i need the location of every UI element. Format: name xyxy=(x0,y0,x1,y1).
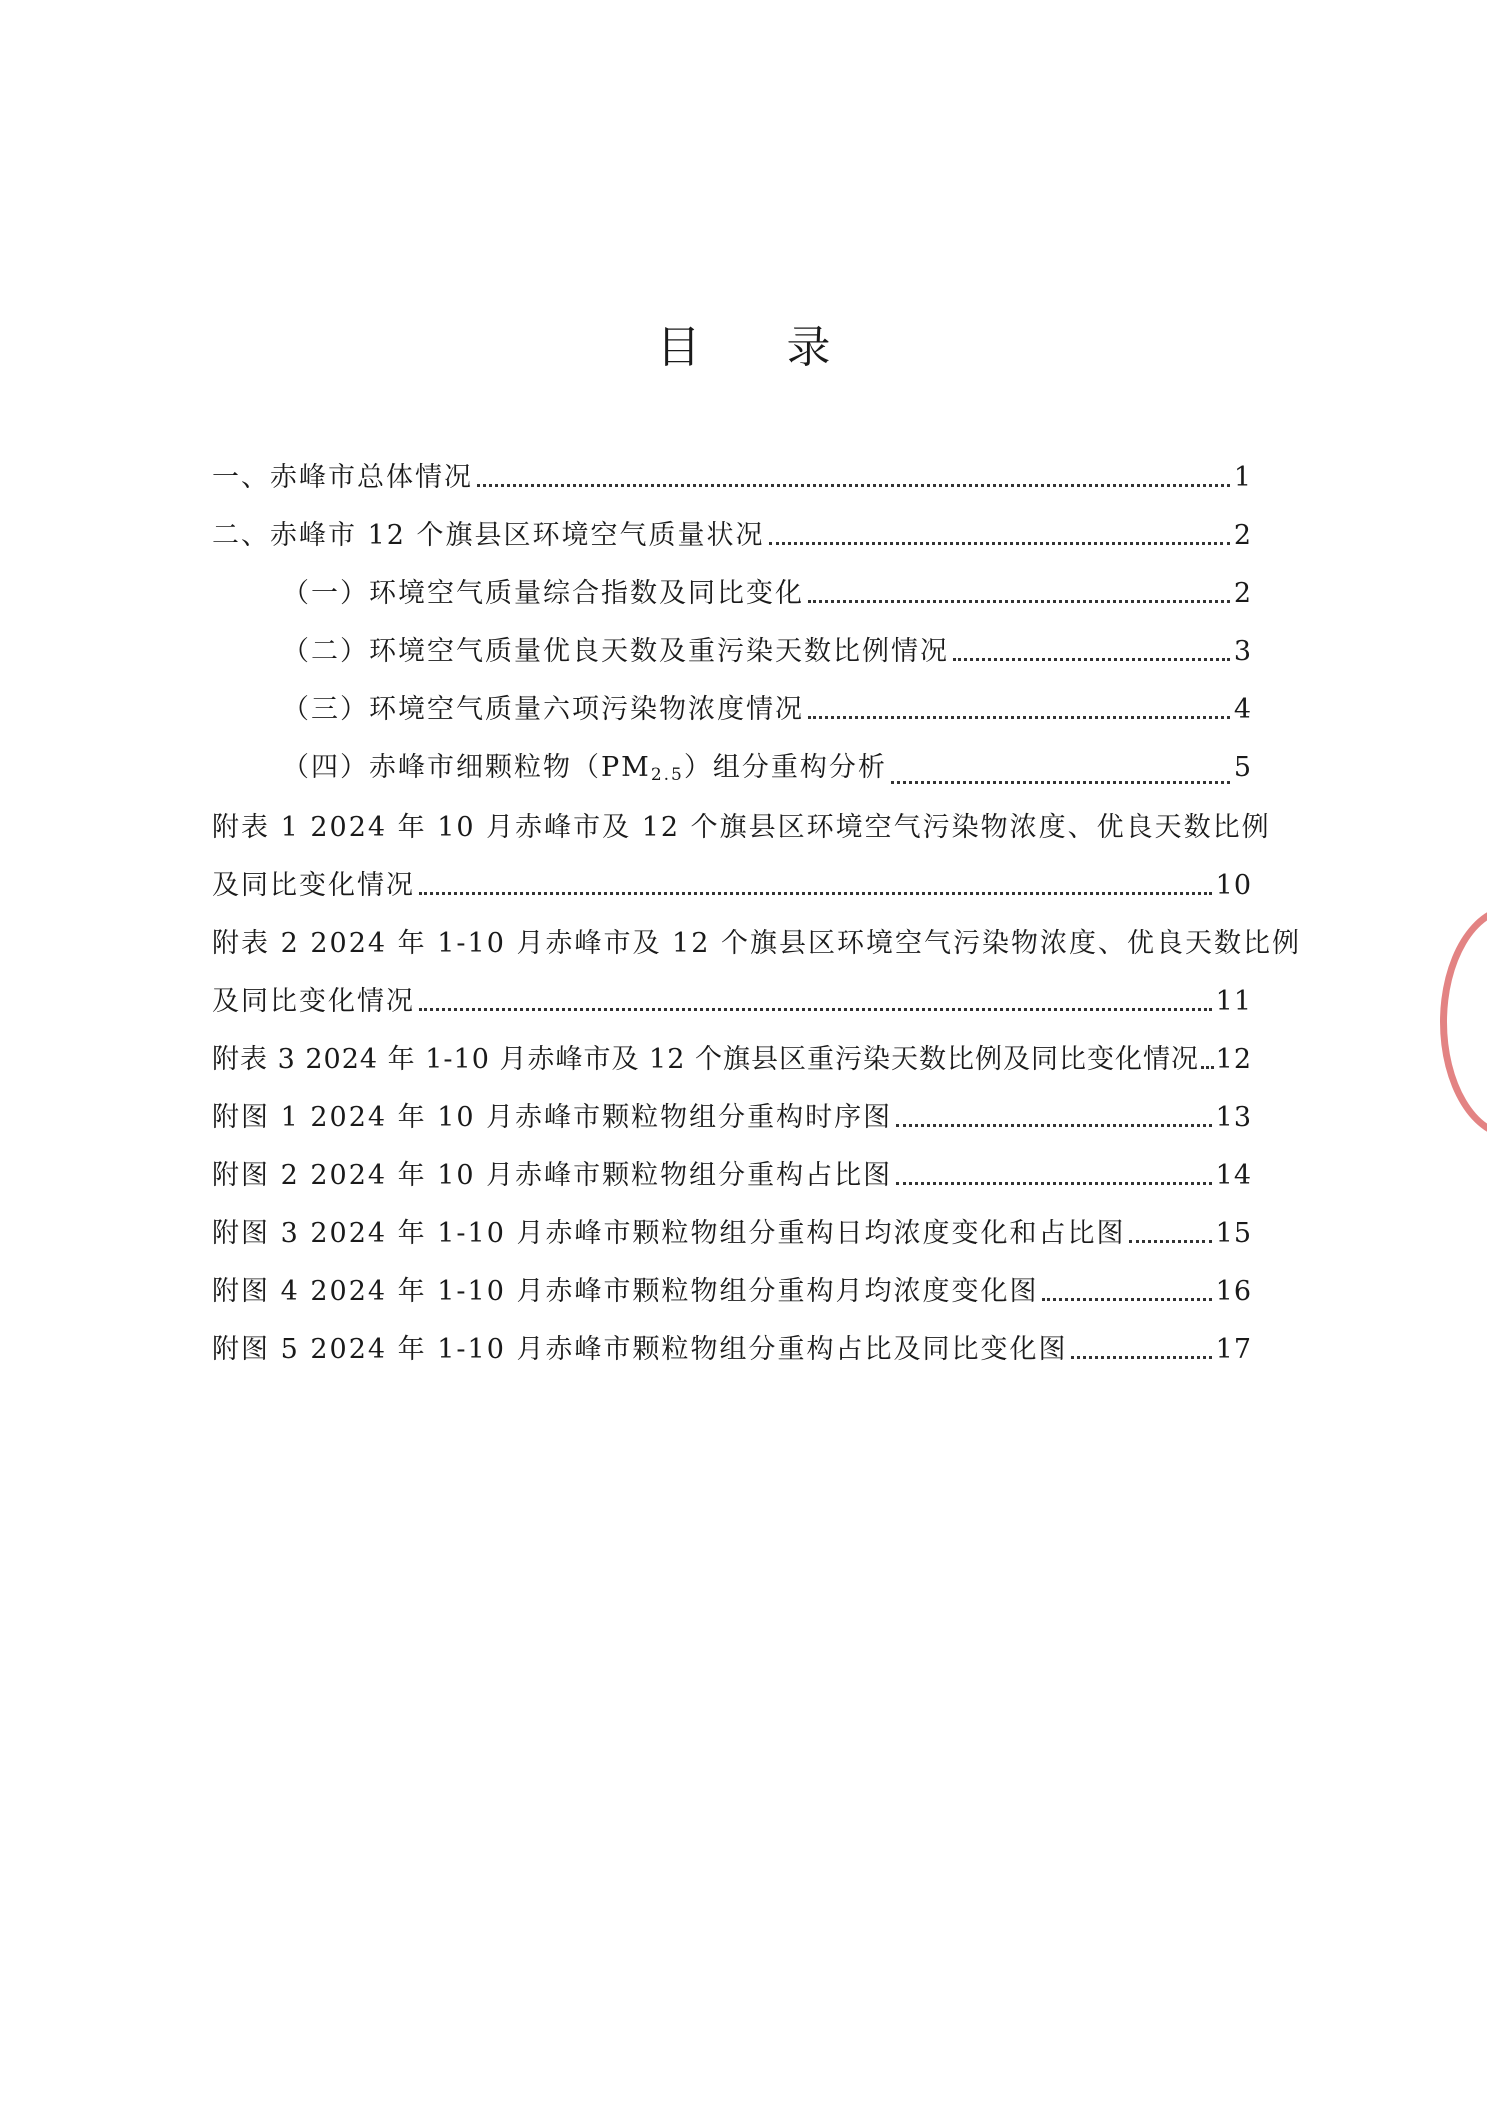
toc-entry-label: （二）环境空气质量优良天数及重污染天数比例情况 xyxy=(282,636,949,667)
label-part: ）组分重构分析 xyxy=(683,752,887,783)
toc-page-number: 2 xyxy=(1233,578,1252,609)
toc-entry-table1-line1[interactable]: 附表 1 2024 年 10 月赤峰市及 12 个旗县区环境空气污染物浓度、优良天数比例 xyxy=(212,812,1271,843)
toc-entry-label: 二、赤峰市 12 个旗县区环境空气质量状况 xyxy=(212,520,765,551)
toc-entry-label: 及同比变化情况 xyxy=(212,986,415,1017)
toc-entry-2-4[interactable] xyxy=(282,748,1252,795)
official-seal-stamp xyxy=(1440,905,1487,1139)
toc-page-number: 10 xyxy=(1215,870,1252,901)
dot-leader xyxy=(477,484,1230,487)
toc-page-number: 12 xyxy=(1215,1044,1252,1075)
toc-page-number: 4 xyxy=(1233,694,1252,725)
toc-entry-label: 及同比变化情况 xyxy=(212,870,415,901)
toc-page-number: 17 xyxy=(1215,1334,1252,1365)
toc-page-number: 14 xyxy=(1215,1160,1252,1191)
toc-entry-figure3[interactable] xyxy=(212,1214,1252,1254)
toc-entry-table3[interactable] xyxy=(212,1040,1252,1080)
dot-leader xyxy=(896,1124,1211,1127)
toc-entry-label: 附图 2 2024 年 10 月赤峰市颗粒物组分重构占比图 xyxy=(212,1160,893,1191)
toc-entry-2-3[interactable] xyxy=(282,690,1252,730)
dot-leader xyxy=(1071,1356,1211,1359)
toc-entry-table2-line1[interactable]: 附表 2 2024 年 1-10 月赤峰市及 12 个旗县区环境空气污染物浓度、优良天数比例 xyxy=(212,928,1301,959)
toc-entry-label: 一、赤峰市总体情况 xyxy=(212,462,473,493)
dot-leader xyxy=(1042,1298,1211,1301)
toc-entry-label: （一）环境空气质量综合指数及同比变化 xyxy=(282,578,804,609)
dot-leader xyxy=(808,716,1230,719)
dot-leader xyxy=(1201,1066,1214,1069)
dot-leader xyxy=(953,658,1230,661)
dot-leader xyxy=(1129,1240,1211,1243)
toc-page-number: 13 xyxy=(1215,1102,1252,1133)
toc-entry-table2[interactable] xyxy=(212,982,1252,1022)
toc-page-number: 1 xyxy=(1233,462,1252,493)
toc-entry-label xyxy=(282,748,887,795)
dot-leader xyxy=(769,542,1230,545)
toc-entry-table1[interactable] xyxy=(212,866,1252,906)
toc-entry-figure4[interactable] xyxy=(212,1272,1252,1312)
dot-leader xyxy=(896,1182,1211,1185)
toc-page-number: 3 xyxy=(1233,636,1252,667)
toc-entry-2-1[interactable] xyxy=(282,574,1252,614)
pm-subscript: 2.5 xyxy=(650,765,684,785)
toc-entry-2-2[interactable] xyxy=(282,632,1252,672)
toc-entry-label: （三）环境空气质量六项污染物浓度情况 xyxy=(282,694,804,725)
dot-leader xyxy=(808,600,1230,603)
toc-entry-label: 附图 3 2024 年 1-10 月赤峰市颗粒物组分重构日均浓度变化和占比图 xyxy=(212,1218,1126,1249)
toc-entry-label: 附图 4 2024 年 1-10 月赤峰市颗粒物组分重构月均浓度变化图 xyxy=(212,1276,1039,1307)
toc-page-number: 11 xyxy=(1215,986,1252,1017)
toc-page-number: 5 xyxy=(1233,752,1252,783)
toc-entry-2[interactable] xyxy=(212,516,1252,556)
dot-leader xyxy=(891,781,1230,784)
toc-entry-label: 附图 5 2024 年 1-10 月赤峰市颗粒物组分重构占比及同比变化图 xyxy=(212,1334,1068,1365)
toc-page-number: 2 xyxy=(1233,520,1252,551)
toc-entry-figure2[interactable] xyxy=(212,1156,1252,1196)
toc-entry-1[interactable] xyxy=(212,458,1252,498)
dot-leader xyxy=(419,892,1212,895)
toc-page-number: 16 xyxy=(1215,1276,1252,1307)
page-title: 目 录 xyxy=(656,322,867,373)
toc-page-number: 15 xyxy=(1215,1218,1252,1249)
label-part: （四）赤峰市细颗粒物（PM xyxy=(282,752,651,783)
toc-entry-label: 附图 1 2024 年 10 月赤峰市颗粒物组分重构时序图 xyxy=(212,1102,893,1133)
toc-entry-label: 附表 3 2024 年 1-10 月赤峰市及 12 个旗县区重污染天数比例及同比变化情况 xyxy=(212,1044,1199,1075)
dot-leader xyxy=(419,1008,1212,1011)
toc-entry-figure5[interactable] xyxy=(212,1330,1252,1370)
toc-entry-figure1[interactable] xyxy=(212,1098,1252,1138)
